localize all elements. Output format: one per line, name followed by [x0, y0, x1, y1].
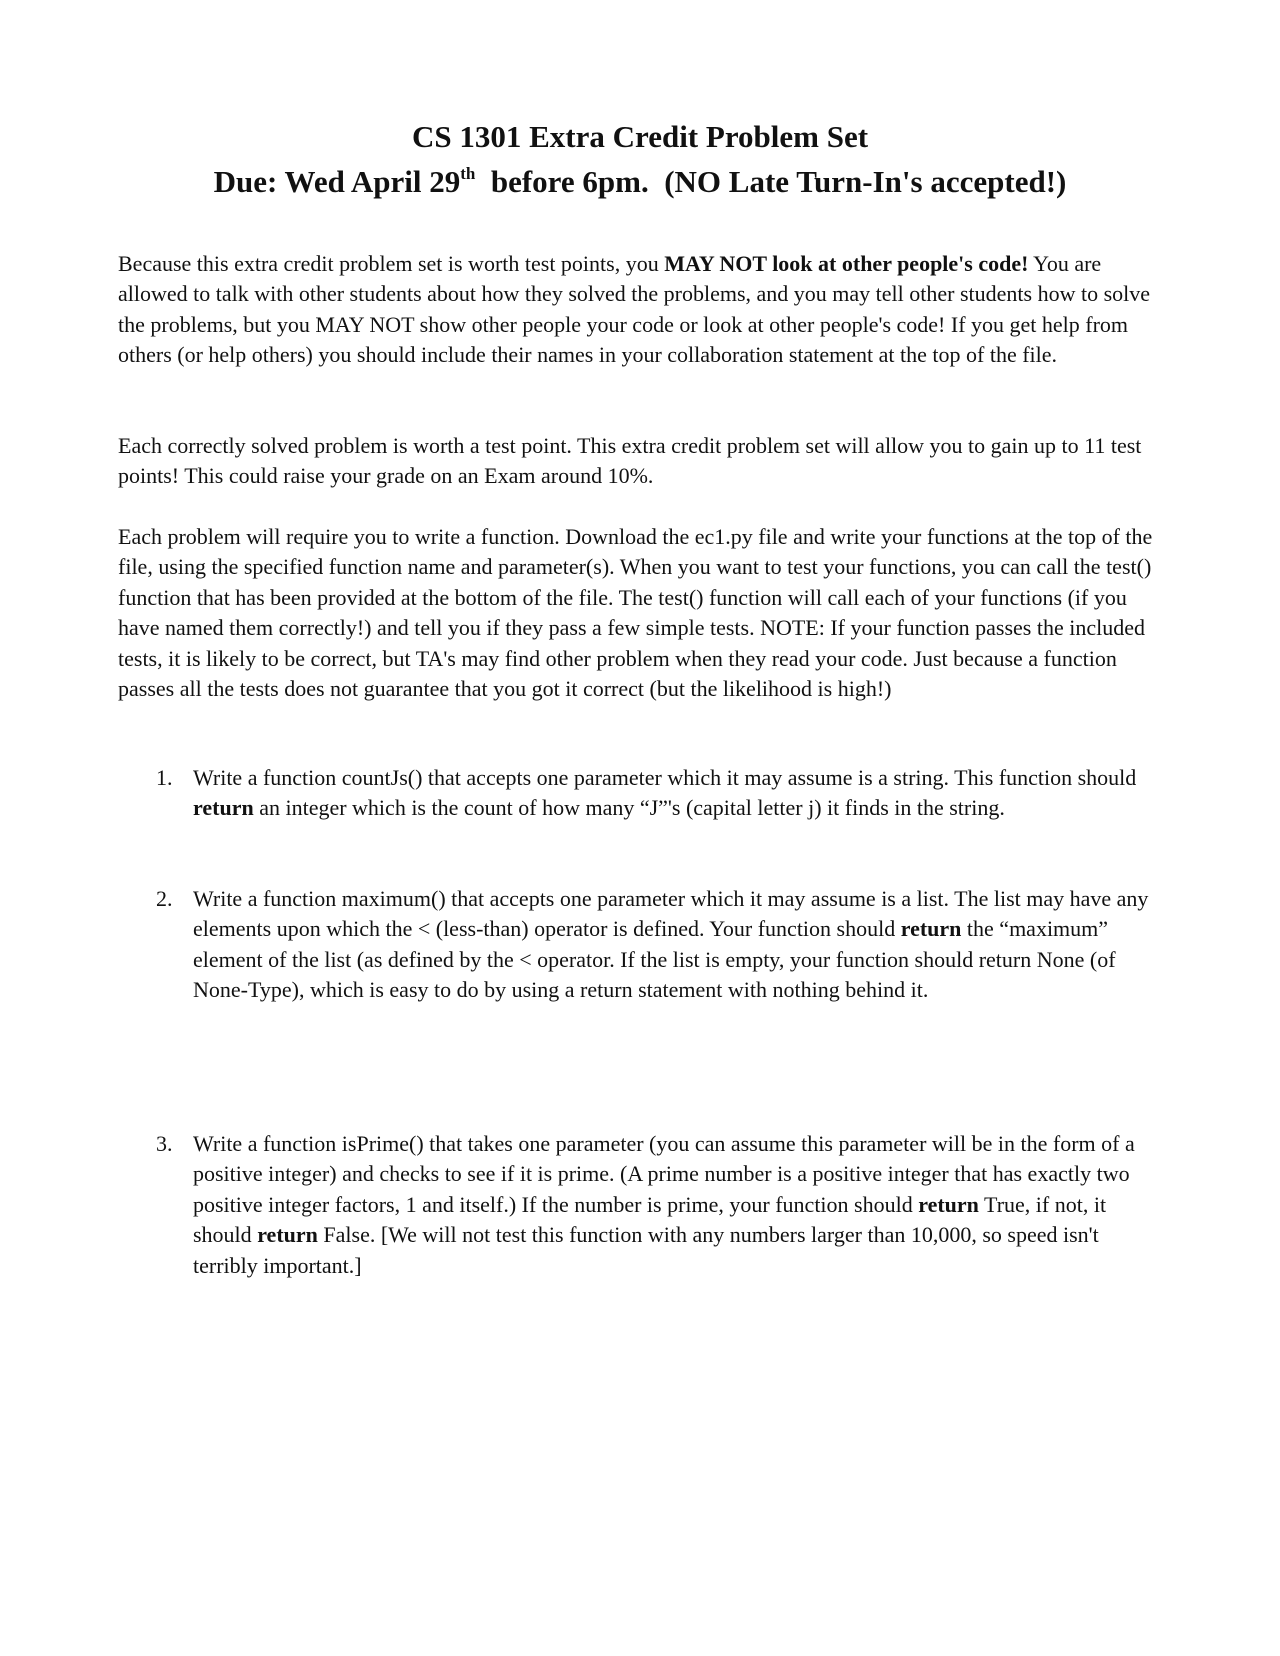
intro-paragraph-1	[118, 249, 1168, 371]
problem-3	[118, 1129, 1168, 1281]
problem-text-part: Write a function countJs() that accepts one parameter which it may assume is a string. This function should	[193, 765, 1137, 790]
problem-text-part: Write a function maximum() that accepts one parameter which it may assume is a list. The list may have any elements upon which the < (less-than) operator is defined. Your function should	[193, 886, 1149, 942]
intro-p2-text: Each correctly solved problem is worth a test point. This extra credit problem set will allow you to gain up to 11 test points! This could raise your grade on an Exam around 10%.	[118, 433, 1142, 489]
problem-number: 1.	[156, 765, 173, 790]
title-line-1: CS 1301 Extra Credit Problem Set	[411, 119, 869, 154]
document-title	[100, 114, 1180, 204]
intro-p1-start: Because this extra credit problem set is worth test points, you	[118, 251, 665, 276]
title-line-2	[100, 159, 1180, 204]
problem-number: 3.	[156, 1131, 173, 1156]
problem-text	[193, 1129, 1168, 1281]
due-date-superscript: th	[460, 164, 476, 183]
problem-text-part: the “maximum” element of the list (as defined by the < operator. If the list is empty, your function should return None (of None-Type), which is easy to do by using a return statement with nothing behind it.	[193, 916, 1116, 1003]
problem-bold-keyword: return	[193, 795, 254, 821]
problem-bold-keyword: return	[918, 1191, 979, 1217]
due-date-suffix: before 6pm. (NO Late Turn-In's accepted!)	[475, 164, 1067, 199]
intro-p1-warning: MAY NOT look at other people's code!	[664, 251, 1029, 276]
intro-p1-rest: You are allowed to talk with other students about how they solved the problems, and you may tell other students how to solve the problems, but you MAY NOT show other people your code or look at other people's code! If you get help from others (or help others) you should include their names in your collaboration statement at the top of the file.	[118, 251, 1151, 368]
problem-number: 2.	[156, 886, 173, 911]
intro-p3-text: Each problem will require you to write a function. Download the ec1.py file and write your functions at the top of the file, using the specified function name and parameter(s). When you want to test your functions, you can call the test() function that has been provided at the bottom of the file. The test() function will call each of your functions (if you have named them correctly!) and tell you if they pass a few simple tests. NOTE: If your function passes the included tests, it is likely to be correct, but TA's may find other problem when they read your code. Just because a function passes all the tests does not guarantee that you got it correct (but the likelihood is high!)	[118, 524, 1153, 702]
due-date-prefix: Due: Wed April 29	[213, 164, 461, 199]
problem-1	[118, 763, 1168, 824]
intro-paragraph-3	[118, 522, 1168, 704]
problem-text	[193, 763, 1168, 824]
problem-text-part: an integer which is the count of how many “J”'s (capital letter j) it finds in the string.	[253, 795, 1005, 821]
problem-text-part: False. [We will not test this function with any numbers larger than 10,000, so speed isn't terribly important.]	[193, 1222, 1099, 1278]
problem-bold-keyword: return	[900, 916, 962, 942]
problem-2	[118, 884, 1168, 1006]
problem-text-part: Write a function isPrime() that takes one parameter (you can assume this parameter will be in the form of a positive integer) and checks to see if it is prime. (A prime number is a positive integer that has exactly two positive integer factors, 1 and itself.) If the number is prime, your function should	[193, 1131, 1135, 1217]
problem-bold-keyword: return	[257, 1222, 318, 1248]
intro-paragraph-2	[118, 431, 1168, 492]
problem-text-part: True, if not, it should	[193, 1191, 1107, 1248]
problem-text	[193, 884, 1168, 1006]
